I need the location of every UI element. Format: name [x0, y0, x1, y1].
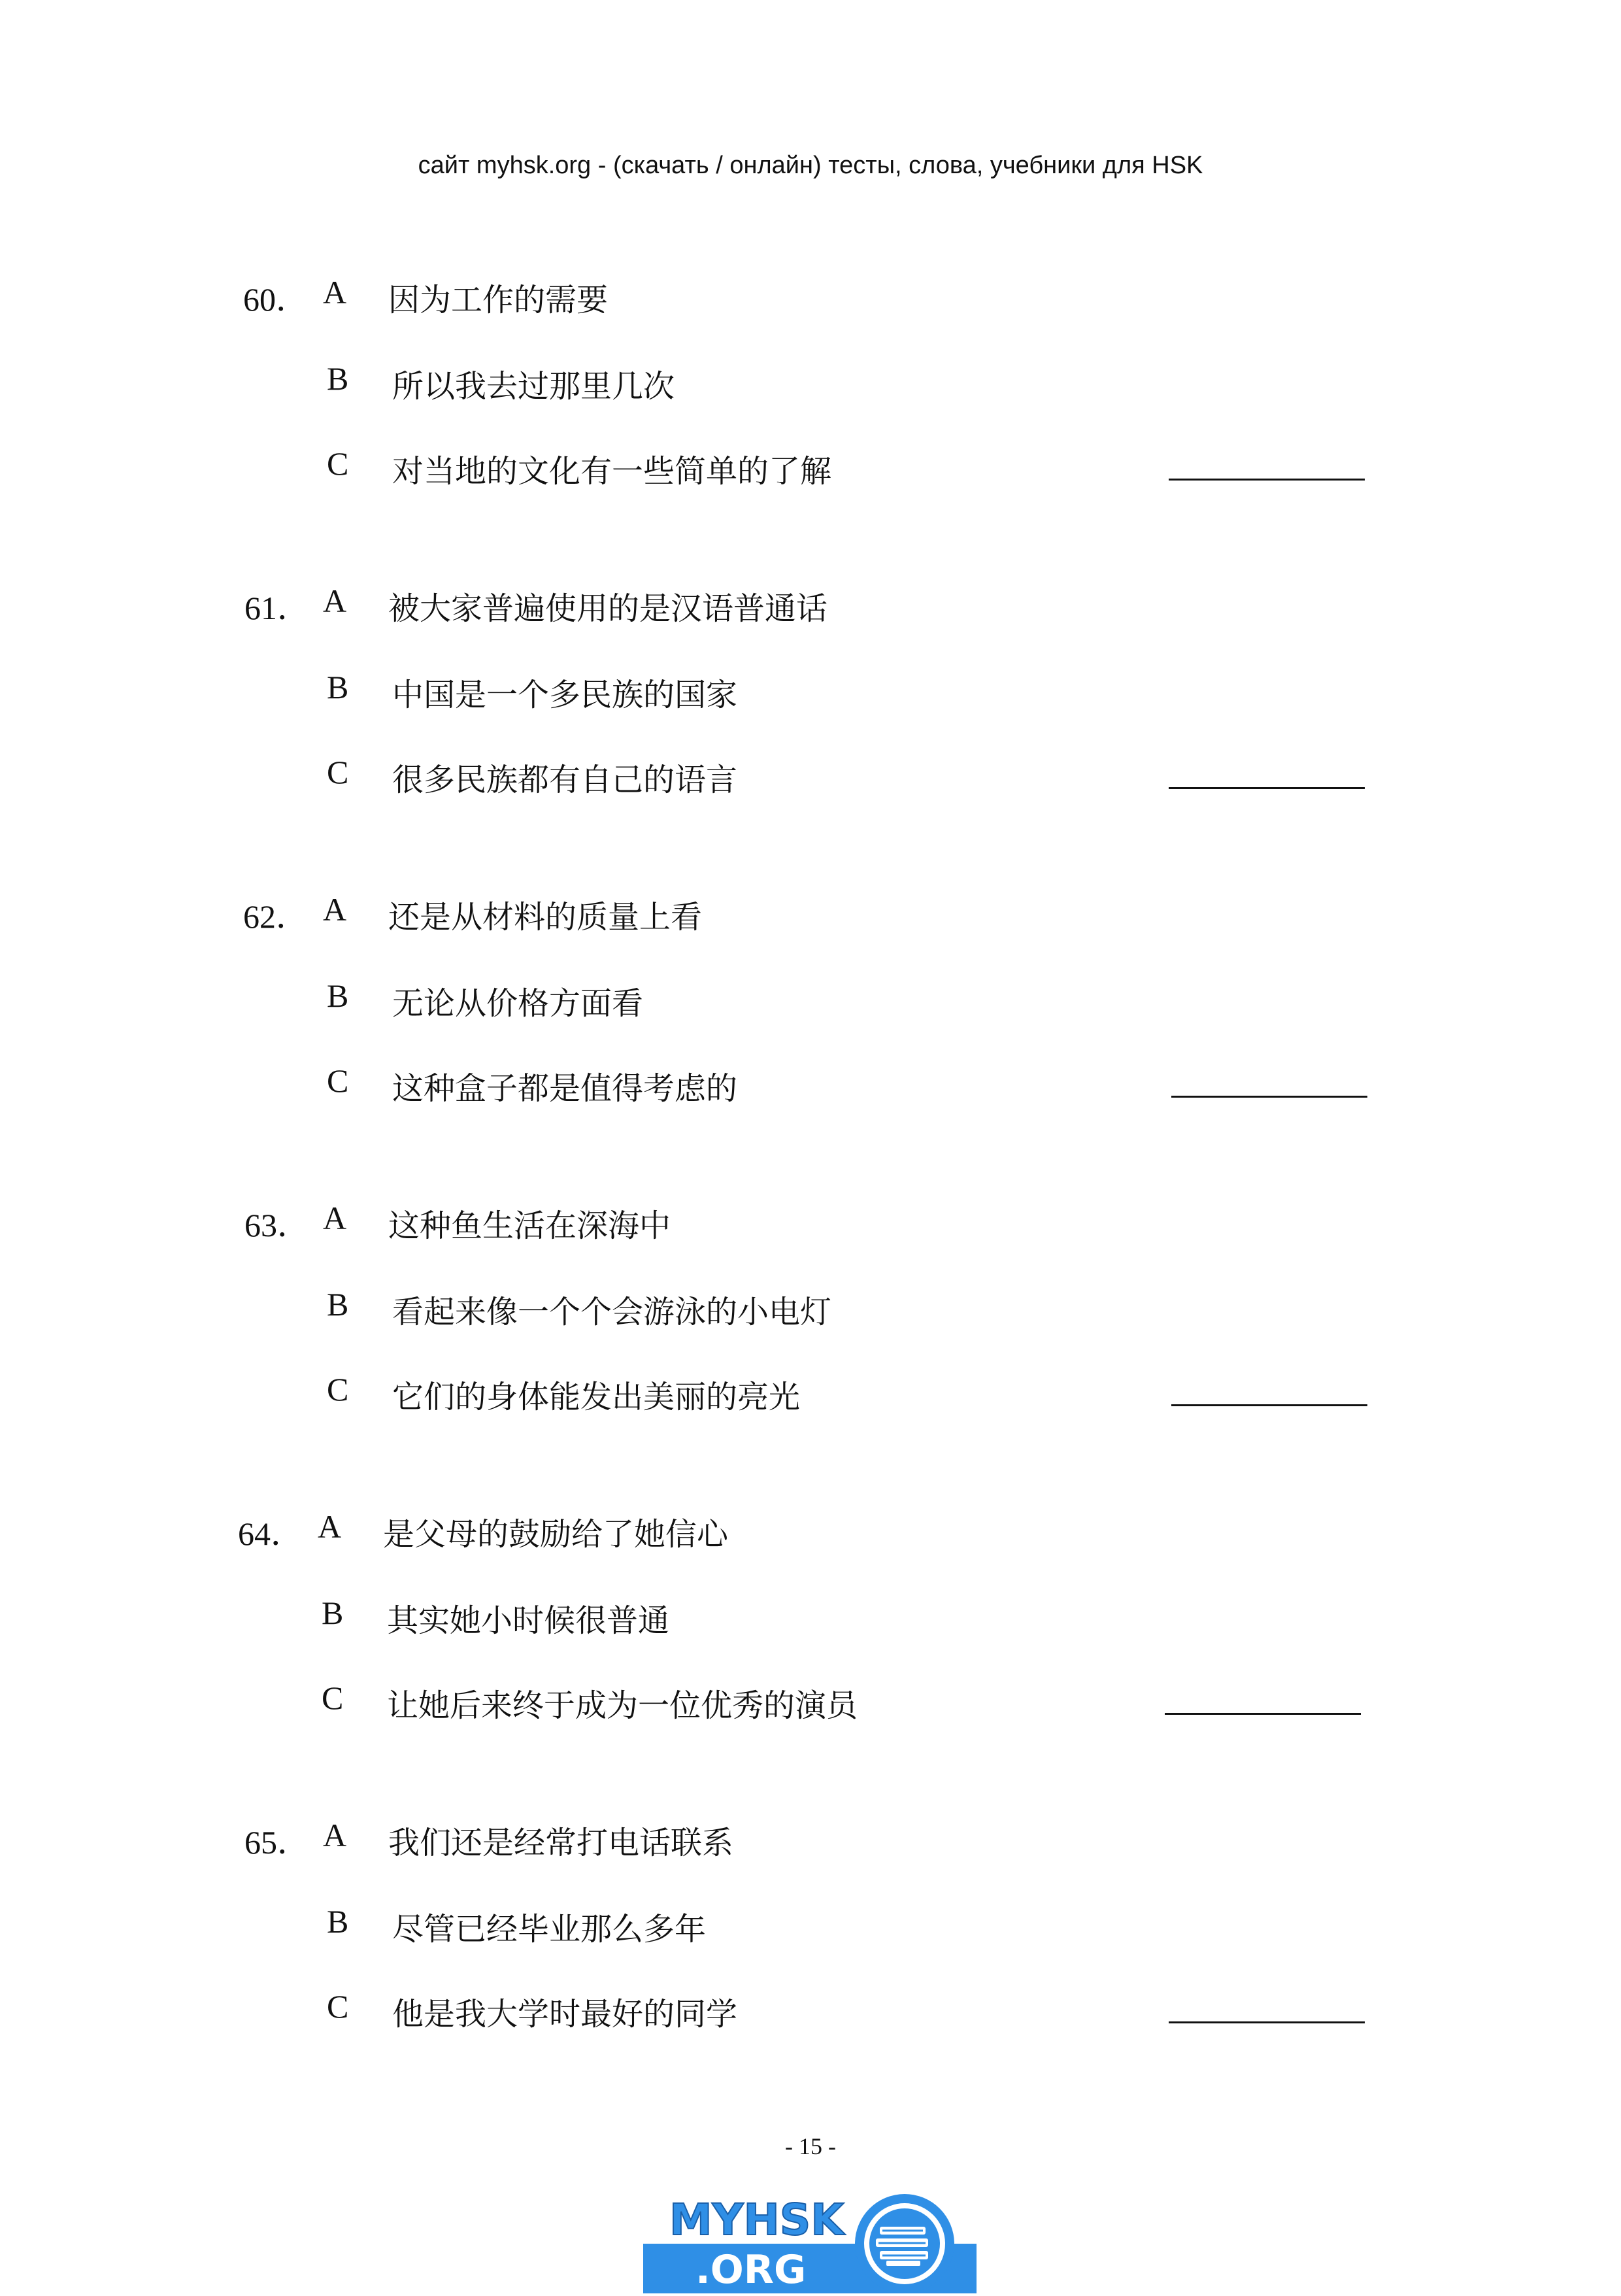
question-number: 62． — [243, 898, 309, 935]
option-text-c: 很多民族都有自己的语言 — [392, 762, 738, 798]
option-text-b: 尽管已经毕业那么多年 — [392, 1911, 707, 1948]
option-text-b: 其实她小时候很普通 — [387, 1602, 670, 1639]
option-text-a: 被大家普遍使用的是汉语普通话 — [388, 590, 828, 627]
option-text-c: 它们的身体能发出美丽的亮光 — [392, 1379, 801, 1415]
myhsk-logo[interactable] — [643, 2187, 977, 2293]
option-text-a: 这种鱼生活在深海中 — [388, 1207, 671, 1244]
option-letter-a: A — [323, 1817, 347, 1853]
option-letter-a: A — [323, 891, 347, 928]
option-letter-a: A — [318, 1508, 342, 1545]
logo-text-org: .ORG — [695, 2247, 807, 2293]
question-60 — [0, 268, 1621, 543]
option-letter-b: B — [327, 977, 349, 1014]
question-62 — [0, 885, 1621, 1160]
answer-blank[interactable] — [1165, 1713, 1361, 1715]
option-letter-c: C — [327, 1371, 349, 1408]
answer-blank[interactable] — [1171, 1096, 1367, 1098]
question-63 — [0, 1194, 1621, 1468]
option-text-b: 无论从价格方面看 — [392, 985, 644, 1022]
site-header: сайт myhsk.org - (скачать / онлайн) тесты, слова, учебники для HSK — [418, 152, 1203, 179]
option-text-a: 因为工作的需要 — [388, 282, 609, 318]
option-letter-a: A — [323, 274, 347, 311]
question-61 — [0, 577, 1621, 851]
option-letter-c: C — [327, 1062, 349, 1099]
option-text-b: 中国是一个多民族的国家 — [392, 677, 738, 713]
option-text-c: 这种盒子都是值得考虑的 — [392, 1070, 738, 1107]
option-letter-b: B — [327, 360, 349, 397]
option-letter-b: B — [327, 669, 349, 705]
answer-blank[interactable] — [1169, 2021, 1365, 2023]
option-letter-a: A — [323, 1200, 347, 1236]
option-letter-c: C — [327, 754, 349, 790]
question-64 — [0, 1502, 1621, 1777]
question-number: 63． — [244, 1207, 310, 1243]
option-text-c: 他是我大学时最好的同学 — [392, 1996, 738, 2033]
option-text-b: 看起来像一个个会游泳的小电灯 — [392, 1294, 832, 1330]
option-text-a: 是父母的鼓励给了她信心 — [383, 1516, 729, 1553]
answer-blank[interactable] — [1171, 1404, 1367, 1406]
question-number: 60． — [243, 281, 309, 318]
logo-text-myhsk: MYHSK — [669, 2195, 844, 2245]
option-letter-c: C — [327, 445, 349, 482]
answer-blank[interactable] — [1169, 479, 1365, 481]
question-65 — [0, 1811, 1621, 2085]
option-text-b: 所以我去过那里几次 — [392, 368, 675, 405]
question-number: 65． — [244, 1824, 310, 1861]
question-number: 61． — [244, 590, 310, 626]
option-letter-b: B — [327, 1903, 349, 1940]
answer-blank[interactable] — [1169, 787, 1365, 789]
option-text-c: 让她后来终于成为一位优秀的演员 — [387, 1687, 858, 1724]
option-text-a: 我们还是经常打电话联系 — [388, 1825, 734, 1861]
option-letter-a: A — [323, 582, 347, 619]
option-letter-b: B — [327, 1286, 349, 1323]
option-text-a: 还是从材料的质量上看 — [388, 899, 703, 936]
option-letter-b: B — [322, 1595, 344, 1631]
page-number: - 15 - — [785, 2133, 836, 2159]
option-letter-c: C — [322, 1680, 344, 1716]
option-text-c: 对当地的文化有一些简单的了解 — [392, 453, 832, 490]
option-letter-c: C — [327, 1988, 349, 2025]
question-number: 64． — [238, 1515, 303, 1552]
